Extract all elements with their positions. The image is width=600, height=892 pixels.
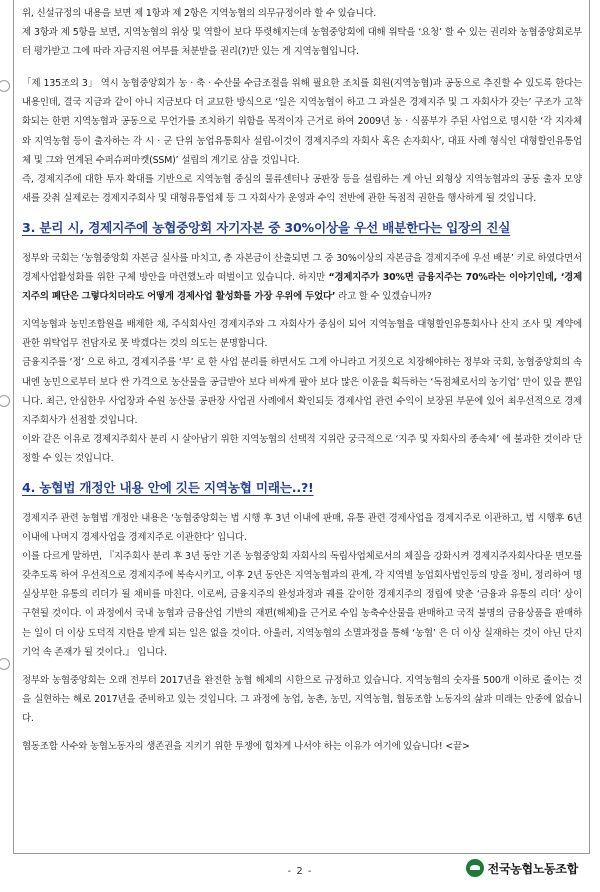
paragraph: 금융지주를 ‘정’ 으로 하고, 경제지주를 ‘부’ 로 한 사업 분리를 하면서도 그게 아니라고 거짓으로 치장해야하는 정부와 국회, 농협중앙회의 속내엔 농민으로부터 보다 싼 가격으로 농산물을 공급받아 보다 비싸게 팔아 보다 많은 이윤을 획득하는 ‘독점체로서의 농기업’ 만이 있을 뿐입니다. 최근, 안심한우 사업장과 수원 농산물 공판장 사업권 사례에서 확인되듯 경제사업 관련 수익이 보장된 부문에 있어 최우선적으로 경제지주회사가 선점할 것입니다. [22, 357, 582, 426]
binder-hole-icon [0, 395, 10, 407]
paragraph: 위, 신설규정의 내용을 보면 제 1항과 제 2항은 지역농협의 의무규정이라 할 수 있습니다. [22, 8, 377, 19]
page-number: - 2 - [287, 866, 313, 877]
organization-logo [466, 859, 578, 877]
section-heading-3: 3. 분리 시, 경제지주에 농협중앙회 자기자본 중 30%이상을 우선 배분한다는 입장의 진실 [22, 219, 511, 235]
binder-hole-icon [0, 658, 10, 670]
paragraph: 지역농협과 농민조합원을 배제한 채, 주식회사인 경제지주와 그 자회사가 중심이 되어 지역농협을 대형할인유통회사나 산지 조사 및 계약에 관한 위탁업무 전담자로 못 박겠다는 것의 의도는 분명합니다. [22, 319, 582, 350]
paragraph: 이와 같은 이유로 경제지주회사 분리 시 살아남기 위한 지역농협의 선택적 지위란 궁극적으로 ‘지주 및 자회사의 종속체’ 에 불과한 것이라 단정할 수 있는 것입니다. [22, 433, 582, 464]
union-logo-icon [466, 859, 484, 877]
emphasized-quote: “경제지주가 30%면 금융지주는 70%라는 이야기인데, ‘경제지주의 폐단은 그렇다치더라도 어떻게 경제사업 활성화를 가장 우위에 두었다’ [22, 272, 582, 303]
document-body [22, 4, 582, 756]
paragraph: 경제지주 관련 농협법 개정안 내용은 ‘농협중앙회는 법 시행 후 3년 이내에 판매, 유통 관련 경제사업을 경제지주로 이관하고, 법 시행후 6년 이내에 나머지 경제사업을 경제지주로 이관한다’ 입니다. [22, 512, 582, 544]
paragraph [22, 249, 582, 306]
section-heading-4: 4. 농협법 개정안 내용 안에 깃든 지역농협 미래는..?! [22, 479, 314, 495]
paragraph: 이를 다르게 말하면, 『지주회사 분리 후 3년 동안 기존 농협중앙회 자회사의 독립사업체로서의 체질을 강화시켜 경제지주자회사다운 면모를 갖추도록 하여 우선적으로 경제지주에 복속시키고, 이후 2년 동안은 지역농협과의 관계, 각 지역별 농업회사법인등의 망을 정비, 정리하여 명실상부한 유통의 리더가 될 채비를 마친다. 이로써, 금융지주의 완성과정과 궤를 같이한 경제지주의 정립에 맞춘 ‘금융과 유통의 리더’ 상이 구현될 것이다. 이 과정에서 국내 농협과 금융산업 기반의 재편(해체)을 근거로 수입 농축수산물을 판매하고 국적 불명의 금융상품을 판매하는 일이 더 이상 도덕적 지탄을 받게 되는 일은 없을 것이다. 아울러, 지역농협의 소멸과정을 통해 ‘농협’ 은 더 이상 실재하는 것이 아닌 단지 기억 속 존재가 될 것이다.』 입니다. [22, 551, 582, 658]
closing-paragraph: 협동조합 사수와 농협노동자의 생존권을 지키기 위한 투쟁에 힘차게 나서야 하는 이유가 여기에 있습니다! <끝> [22, 741, 470, 752]
paragraph: 정부와 농협중앙회는 오래 전부터 2017년을 완전한 농협 해체의 시한으로 규정하고 있습니다. 지역농협의 숫자를 500개 이하로 줄이는 것을 실현하는 해로 2017년을 준비하고 있는 것입니다. 그 과정에 농업, 농촌, 농민, 지역농협, 협동조합 노동자의 삶과 미래는 안중에 없습니다. [22, 674, 582, 724]
paragraph: 즉, 경제지주에 대한 투자 확대를 기반으로 지역농협 중심의 물류센터나 공판장 등을 설립하는 게 아닌 외형상 지역농협과의 공동 출자 모양새를 갖춰 실제로는 경제지주회사 및 대형유통업체 등 그 자회사가 운영과 수익 전반에 관한 독점적 권한을 행사하게 될 것입니다. [22, 173, 582, 204]
paragraph: 제 3항과 제 5항을 보면, 지역농협의 위상 및 역할이 보다 뚜렷해지는데 농협중앙회에 대해 위탁을 ‘요청’ 할 수 있는 권리와 농협중앙회로부터 평가받고 그에 따라 자금지원 여부를 처분받을 권리(?)만 있는 게 지역농협입니다. [22, 27, 582, 58]
organization-name: 전국농협노동조합 [487, 861, 578, 876]
paragraph: 「제 135조의 3」 역시 농협중앙회가 농 · 축 · 수산물 수급조절을 위해 필요한 조치를 회원(지역농협)과 공동으로 추진할 수 있도록 한다는 내용인데, 결국 지금과 같이 아니 지금보다 더 교묘한 방식으로 ‘일은 지역농협이 하고 그 과실은 경제지주 및 그 자회사가 갖는’ 구조가 고착화되는 한편 지역농협과 공동으로 무언가를 조치하기 위함을 목적이자 근거로 하여 2009년 농 · 식품부가 주된 사업으로 명시한 ‘각 지자체와 지역농협 등이 출자하는 각 시 · 군 단위 농업유통회사 설립-이것이 경제지주의 자회사 혹은 손자회사’, 대표 사례 형식인 대형할인유통업체 및 그와 연계된 수퍼슈퍼마켓(SSM)’ 설립의 계기로 삼을 것입니다. [22, 78, 582, 166]
paragraph-text: 정부와 국회는 ‘농협중앙회 자본금 실사를 마치고, 총 자본금이 산출되면 그 중 30%이상의 자본금을 경제지주에 우선 배분’ 키로 하였다면서 경제사업활성화를 위한 구체 방안을 마련했노라 떠벌이고 있습니다. 하지만 [22, 252, 582, 284]
binder-hole-icon [0, 80, 10, 92]
paragraph-text: 라고 할 수 있겠습니까? [335, 291, 432, 303]
